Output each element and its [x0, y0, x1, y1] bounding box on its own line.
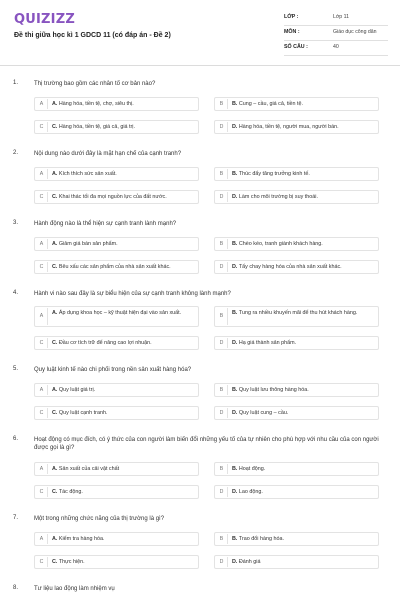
question-text: Một trong những chức năng của thị trường là gì?: [34, 516, 165, 522]
option-a[interactable]: A A. Hàng hóa, tiền tệ, chợ, siêu thị.: [34, 97, 199, 111]
question-number: 8.: [13, 585, 19, 591]
option-c[interactable]: C C. Bêu xấu các sản phẩm của nhà sản xuất khác.: [34, 260, 199, 274]
option-d[interactable]: D D. Hàng hóa, tiền tệ, người mua, người bán.: [214, 120, 379, 134]
page-header: [0, 0, 400, 66]
option-b[interactable]: B B. Chèo kéo, tranh giành khách hàng.: [214, 237, 379, 251]
question-text: Nội dung nào dưới đây là mặt hạn chế của cạnh tranh?: [34, 151, 182, 157]
option-d[interactable]: D D. Lao động.: [214, 485, 379, 499]
option-b[interactable]: B B. Trao đổi hàng hóa.: [214, 532, 379, 546]
option-c[interactable]: C C. Khai thác tối đa mọi nguồn lực của đất nước.: [34, 190, 199, 204]
quizizz-logo: QUIZIZZ: [14, 12, 75, 27]
option-b[interactable]: B B. Cung – cầu, giá cả, tiền tệ.: [214, 97, 379, 111]
meta-label: LỚP :: [284, 14, 299, 20]
option-a[interactable]: A A. Giảm giá bán sản phẩm.: [34, 237, 199, 251]
option-a[interactable]: A A. Sản xuất của cải vật chất: [34, 462, 199, 476]
question-number: 5.: [13, 366, 19, 372]
option-c[interactable]: C C. Đầu cơ tích trữ để nâng cao lợi nhuận.: [34, 336, 199, 350]
option-b[interactable]: B B. Tung ra nhiều khuyến mãi để thu hút khách hàng.: [214, 306, 379, 327]
meta-row-subject: [284, 26, 388, 41]
option-a[interactable]: A A. Quy luật giá trị.: [34, 383, 199, 397]
meta-value: Lớp 11: [333, 14, 349, 20]
meta-row-count: [284, 41, 388, 56]
question-text: Hành động nào là thể hiện sự cạnh tranh lành mạnh?: [34, 221, 177, 227]
meta-label: MÔN :: [284, 29, 300, 35]
meta-value: 40: [333, 44, 339, 50]
meta-row-class: [284, 11, 388, 26]
option-c[interactable]: C C. Quy luật cạnh tranh.: [34, 406, 199, 420]
meta-label: SỐ CÂU :: [284, 44, 308, 50]
option-d[interactable]: D D. Đánh giá: [214, 555, 379, 569]
question-text: Hoạt động có mục đích, có ý thức của con người làm biến đổi những yếu tố của tự nhiên cho phù hợp với nhu cầu của con người được gọi là gì?: [34, 437, 379, 451]
question-number: 2.: [13, 150, 19, 156]
option-a[interactable]: A A. Kích thích sức sản xuất.: [34, 167, 199, 181]
meta-value: Giáo dục công dân: [333, 29, 377, 35]
option-d[interactable]: D D. Quy luật cung – cầu.: [214, 406, 379, 420]
question-number: 1.: [13, 80, 19, 86]
option-c[interactable]: C C. Tác động.: [34, 485, 199, 499]
question-text: Hành vi nào sau đây là sự biểu hiện của sự cạnh tranh không lành mạnh?: [34, 291, 231, 297]
document-title: Đề thi giữa học kì 1 GDCD 11 (có đáp án - Đề 2): [14, 32, 171, 39]
option-c[interactable]: C C. Hàng hóa, tiền tệ, giá cả, giá trị.: [34, 120, 199, 134]
question-number: 3.: [13, 220, 19, 226]
option-c[interactable]: C C. Thực hiện.: [34, 555, 199, 569]
option-b[interactable]: B B. Quy luật lưu thông hàng hóa.: [214, 383, 379, 397]
question-text: Quy luật kinh tế nào chi phối trong nền sản xuất hàng hóa?: [34, 367, 192, 373]
option-d[interactable]: D D. Tẩy chay hàng hóa của nhà sản xuất khác.: [214, 260, 379, 274]
question-number: 4.: [13, 290, 19, 296]
option-b[interactable]: B B. Hoạt động.: [214, 462, 379, 476]
question-text: Thị trường bao gồm các nhân tố cơ bản nào?: [34, 81, 156, 87]
question-number: 7.: [13, 515, 19, 521]
option-d[interactable]: D D. Làm cho môi trường bị suy thoái.: [214, 190, 379, 204]
question-text: Tư liệu lao động làm nhiệm vụ: [34, 586, 115, 592]
option-d[interactable]: D D. Hạ giá thành sản phẩm.: [214, 336, 379, 350]
question-number: 6.: [13, 436, 19, 442]
option-b[interactable]: B B. Thúc đẩy tăng trưởng kinh tế.: [214, 167, 379, 181]
option-a[interactable]: A A. Áp dụng khoa học – kỹ thuật hiện đại vào sản xuất.: [34, 306, 199, 327]
option-a[interactable]: A A. Kiểm tra hàng hóa.: [34, 532, 199, 546]
